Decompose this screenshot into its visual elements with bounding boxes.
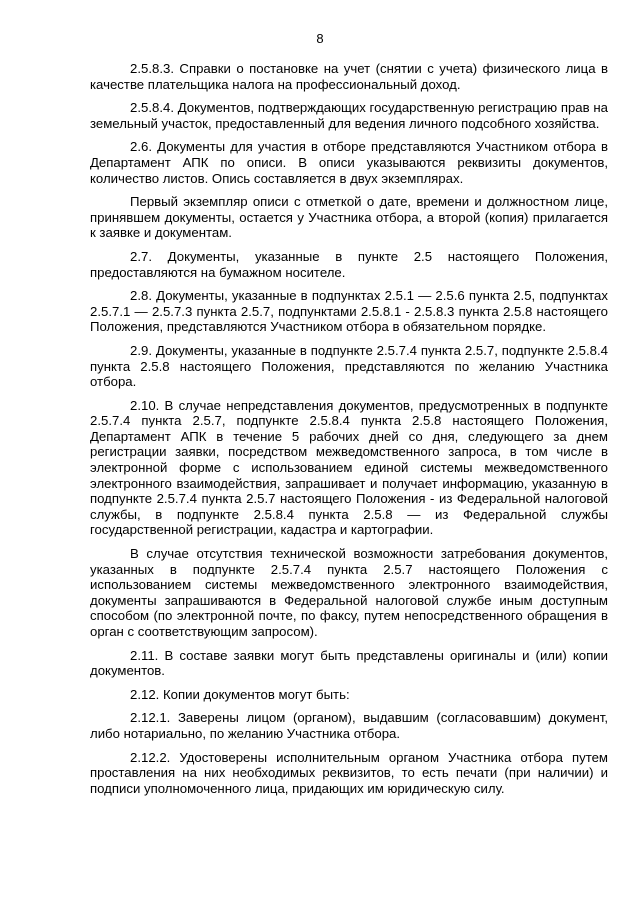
paragraph-2-10: 2.10. В случае непредставления документов, предусмотренных в подпункте 2.5.7.4 пункта 2.5.7, подпункте 2.5.8.4 пункта 2.5.8 настоящего Положения, Департамент АПК в течение 5 рабочих дней со дня, следующего за днем регистрации заявки, посредством межведомственного запроса, в том числе в электронной форме с использованием единой системы межведомственного электронного взаимодействия, запрашивает и получает информацию, указанную в подпункте 2.5.7.4 пункта 2.5.7 настоящего Положения - из Федеральной налоговой службы, в подпункте 2.5.8.4 пункта 2.5.8 — из Федеральной службы государственной регистрации, кадастра и картографии. (90, 397, 608, 538)
paragraph-2-12-2: 2.12.2. Удостоверены исполнительным органом Участника отбора путем проставления на них необходимых реквизитов, то есть печати (при наличии) и подписи уполномоченного лица, придающих им юридическую силу. (90, 749, 608, 796)
paragraph-2-7: 2.7. Документы, указанные в пункте 2.5 настоящего Положения, предоставляются на бумажном носителе. (90, 248, 608, 280)
paragraph-2-8: 2.8. Документы, указанные в подпунктах 2.5.1 — 2.5.6 пункта 2.5, подпунктах 2.5.7.1 — 2.5.7.3 пункта 2.5.7, подпунктами 2.5.8.1 - 2.5.8.3 пункта 2.5.8 настоящего Положения, представляются Участником отбора в обязательном порядке. (90, 288, 608, 335)
paragraph-2-9: 2.9. Документы, указанные в подпункте 2.5.7.4 пункта 2.5.7, подпункте 2.5.8.4 пункта 2.5.8 настоящего Положения, представляются по желанию Участника отбора. (90, 342, 608, 390)
document-body (90, 61, 608, 804)
paragraph-2-11: 2.11. В составе заявки могут быть представлены оригиналы и (или) копии документов. (90, 647, 608, 679)
paragraph-2-6: 2.6. Документы для участия в отборе представляются Участником отбора в Департамент АПК по описи. В описи указываются реквизиты документов, количество листов. Опись составляется в двух экземплярах. (90, 139, 608, 186)
paragraph-2-5-8-3: 2.5.8.3. Справки о постановке на учет (снятии с учета) физического лица в качестве плательщика налога на профессиональный доход. (90, 61, 608, 92)
paragraph-2-10-continued: В случае отсутствия технической возможности затребования документов, указанных в подпункте 2.5.7.4 пункта 2.5.7 настоящего Положения с использованием системы межведомственного электронного взаимодействия, документы запрашиваются в Федеральной налоговой службе иным доступным способом (по электронной почте, по факсу, путем непосредственного обращения в орган с соответствующим запросом). (90, 546, 608, 639)
paragraph-2-12: 2.12. Копии документов могут быть: (130, 686, 350, 702)
paragraph-2-12-1: 2.12.1. Заверены лицом (органом), выдавшим (согласовавшим) документ, либо нотариально, по желанию Участника отбора. (90, 710, 608, 741)
page-number: 8 (316, 31, 324, 46)
paragraph-2-5-8-4: 2.5.8.4. Документов, подтверждающих государственную регистрацию прав на земельный участок, предоставленный для ведения личного подсобного хозяйства. (90, 100, 608, 131)
paragraph-2-6-continued: Первый экземпляр описи с отметкой о дате, времени и должностном лице, принявшем документы, остается у Участника отбора, а второй (копия) прилагается к заявке и документам. (90, 194, 608, 241)
